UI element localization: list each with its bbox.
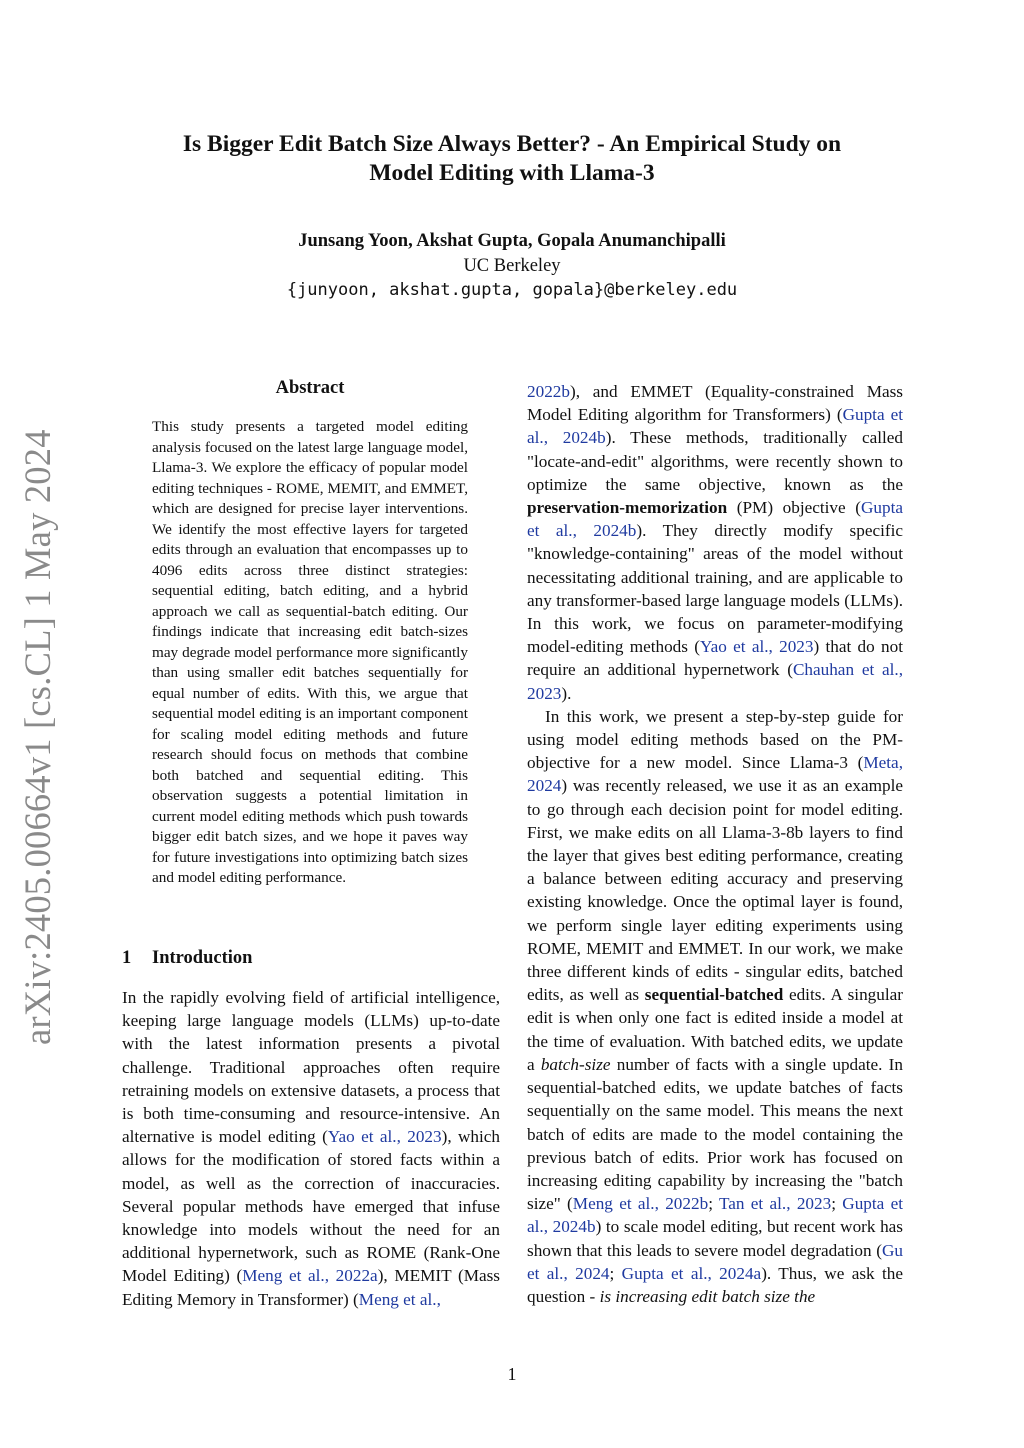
text-run: ), and EMMET (Equality-constrained Mass Model Editing algorithm for Transformers) ( — [527, 382, 903, 425]
text-run: ), MEMIT (Mass Editing Memory in Transformer) ( — [122, 1266, 500, 1309]
text-run: ) was recently released, we use it as an example to go through each decision point for model editing. First, we make edits on all Llama-3-8b layers to find the layer that gives best editing performance, creating a balance between editing accuracy and preserving existing knowledge. Once the optimal layer is found, we perform single layer editing experiments using ROME, MEMIT and EMMET. In our work, we make three different kinds of edits - singular edits, batched edits, as well as — [527, 776, 903, 1005]
paragraph — [527, 380, 903, 705]
text-run: ). These methods, traditionally called "locate-and-edit" algorithms, were recently shown to optimize the same objective, known as the — [527, 428, 904, 494]
citation-link[interactable]: Meta, 2024 — [527, 753, 903, 796]
paragraph — [527, 705, 903, 1308]
paper-title — [0, 130, 1024, 188]
citation-link[interactable]: Meng et al., 2022a — [242, 1266, 378, 1286]
abstract-heading: Abstract — [275, 378, 345, 398]
citation-link[interactable]: Yao et al., 2023 — [327, 1127, 442, 1147]
text-run: ), which allows for the modification of stored facts within a model, as well as the correction of inaccuracies. Several popular methods have emerged that infuse knowledge into models without the need for an additional hypernetwork, such as ROME (Rank-One Model Editing) ( — [122, 1127, 500, 1286]
italic-term: is increasing edit batch size the — [599, 1286, 816, 1306]
authors: Junsang Yoon, Akshat Gupta, Gopala Anumanchipalli — [298, 231, 726, 251]
bold-term: preservation-memorization — [527, 498, 728, 518]
text-run: ) that do not require an additional hypernetwork ( — [527, 637, 903, 680]
title-line-1: Is Bigger Edit Batch Size Always Better? - An Empirical Study on — [182, 131, 842, 157]
text-run: In this work, we present a step-by-step guide for using model editing methods based on the PM-objective for a new model. Since Llama-3 ( — [527, 706, 903, 773]
bold-term: sequential-batched — [644, 985, 784, 1005]
citation-link[interactable]: Tan et al., 2023 — [718, 1194, 832, 1214]
section-title: Introduction — [152, 948, 253, 968]
citation-link[interactable]: Gu et al., 2024 — [527, 1240, 903, 1283]
title-line-2: Model Editing with Llama-3 — [369, 160, 655, 186]
text-run: ; — [831, 1194, 843, 1214]
citation-link[interactable]: Gupta et al., 2024a — [621, 1263, 762, 1283]
author-emails: {junyoon, akshat.gupta, gopala}@berkeley.edu — [286, 280, 738, 300]
text-run: ; — [609, 1263, 622, 1283]
affiliation: UC Berkeley — [463, 256, 561, 276]
text-run: edits. A singular edit is when only one fact is edited inside a model at the time of evaluation. With batched edits, we update a — [527, 985, 903, 1074]
text-run: ) to scale model editing, but recent work has shown that this leads to severe model degradation ( — [527, 1217, 903, 1260]
text-run: In the rapidly evolving field of artificial intelligence, keeping large language models (LLMs) up-to-date with the latest information presents a pivotal challenge. Traditional approaches often require retraining models on extensive datasets, a process that is both time-consuming and resource-intensive. An alternative is model editing ( — [122, 988, 500, 1147]
text-run: number of facts with a single update. In sequential-batched edits, we update batches of facts sequentially on the same model. This means the next batch of edits are made to the model containing the previous batch of edits. Prior work has focused on increasing editing capability by increasing the "batch size" ( — [527, 1054, 903, 1214]
citation-link[interactable]: Meng et al., — [358, 1289, 441, 1309]
section-number: 1 — [122, 948, 132, 968]
citation-link[interactable]: 2022b — [527, 382, 570, 401]
text-run: ). — [561, 683, 572, 703]
text-run: ; — [708, 1194, 719, 1214]
page-number: 1 — [507, 1364, 517, 1384]
text-run: ). Thus, we ask the question - — [527, 1263, 903, 1306]
citation-link[interactable]: Gupta et al., 2024b — [527, 1194, 904, 1237]
text-run: (PM) objective ( — [727, 498, 861, 518]
arxiv-stamp[interactable]: arXiv:2405.00664v1 [cs.CL] 1 May 2024 — [17, 429, 58, 1045]
italic-term: batch-size — [540, 1054, 611, 1074]
text-run: ). They directly modify specific "knowledge-containing" areas of the model without necessitating additional training, and are applicable to any transformer-based large language models (LLMs). In this work, we focus on parameter-modifying model-editing methods ( — [527, 521, 903, 657]
citation-link[interactable]: Meng et al., 2022b — [572, 1194, 709, 1214]
citation-link[interactable]: Yao et al., 2023 — [699, 637, 814, 657]
section-heading-introduction — [122, 948, 252, 969]
abstract-text: This study presents a targeted model editing analysis focused on the latest large language model, Llama-3. We explore the efficacy of popular model editing techniques - ROME, MEMIT, and EMMET, which are designed for precise layer interventions. We identify the most effective layers for targeted edits through an evaluation that encompasses up to 4096 edits across three distinct strategies: sequential editing, batch editing, and a hybrid approach we call as sequential-batch editing. Our findings indicate that increasing edit batch-sizes may degrade model performance more significantly than using smaller edit batches sequentially for equal number of edits. With this, we argue that sequential model editing is an important component for scaling model editing methods and future research should focus on methods that combine both batched and sequential editing. This observation suggests a potential limitation in current model editing methods which push towards bigger edit batch sizes, and we hope it paves way for future investigations into optimizing batch sizes and model editing performance. — [152, 418, 468, 886]
citation-link[interactable]: Gupta et al., 2024b — [527, 405, 903, 448]
citation-link[interactable]: Chauhan et al., 2023 — [527, 660, 903, 703]
intro-right-column — [527, 380, 903, 1308]
intro-left-column — [122, 986, 500, 1311]
citation-link[interactable]: Gupta et al., 2024b — [527, 498, 903, 541]
